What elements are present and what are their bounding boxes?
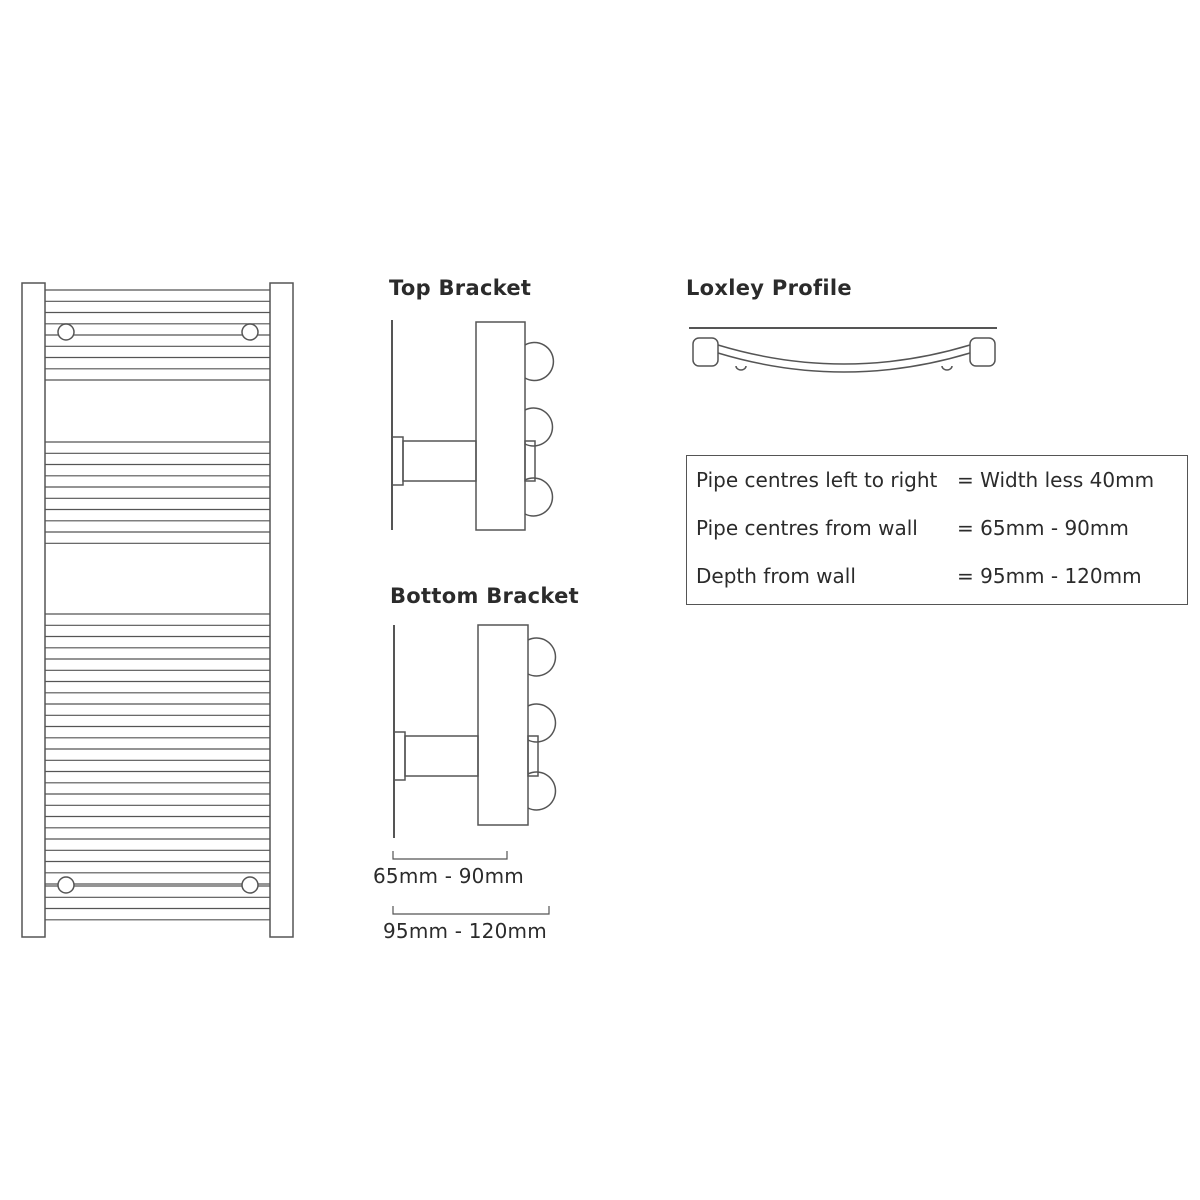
spec-value-pipe-centres-lr: = Width less 40mm <box>957 468 1155 492</box>
profile-right-rail <box>970 338 995 366</box>
bottom-bracket-drawing <box>394 625 555 838</box>
bar-end-3 <box>525 478 552 516</box>
radiator-upright <box>476 322 525 530</box>
spec-label-depth-from-wall: Depth from wall <box>696 564 856 588</box>
depth-from-wall-dimension: 95mm - 120mm <box>383 919 547 943</box>
valve-bottom-right <box>242 877 258 893</box>
profile-right-valve <box>942 366 952 370</box>
radiator-bars <box>45 290 270 920</box>
valve-top-left <box>58 324 74 340</box>
profile-bar-lower <box>718 353 970 372</box>
profile-bar-upper <box>718 345 970 364</box>
radiator-right-rail <box>270 283 293 937</box>
clamp <box>525 441 535 481</box>
valve-bottom-left <box>58 877 74 893</box>
spec-value-depth-from-wall: = 95mm - 120mm <box>957 564 1142 588</box>
loxley-profile-drawing <box>689 328 997 372</box>
radiator-front-view <box>22 283 293 937</box>
dim-line-depth-from-wall <box>393 906 549 914</box>
radiator-left-rail <box>22 283 45 937</box>
spec-label-pipe-centres-lr: Pipe centres left to right <box>696 468 938 492</box>
wall-plate <box>392 437 403 485</box>
spec-label-pipe-centres-wall: Pipe centres from wall <box>696 516 918 540</box>
bracket-arm <box>403 441 476 481</box>
bottom-bracket-title: Bottom Bracket <box>390 584 579 608</box>
wall-plate <box>394 732 405 780</box>
dim-line-pipe-from-wall <box>393 851 507 859</box>
bar-end-1 <box>528 638 555 676</box>
radiator-valves <box>58 324 258 893</box>
top-bracket-drawing <box>392 320 553 530</box>
spec-value-pipe-centres-wall: = 65mm - 90mm <box>957 516 1129 540</box>
profile-left-rail <box>693 338 718 366</box>
bar-end-1 <box>525 342 553 380</box>
bar-end-3 <box>528 772 555 810</box>
valve-top-right <box>242 324 258 340</box>
bracket-arm <box>405 736 478 776</box>
top-bracket-title: Top Bracket <box>389 276 532 300</box>
specification-table <box>686 455 1188 605</box>
radiator-upright <box>478 625 528 825</box>
loxley-profile-title: Loxley Profile <box>686 276 852 300</box>
pipe-from-wall-dimension: 65mm - 90mm <box>373 864 524 888</box>
profile-left-valve <box>736 366 746 370</box>
